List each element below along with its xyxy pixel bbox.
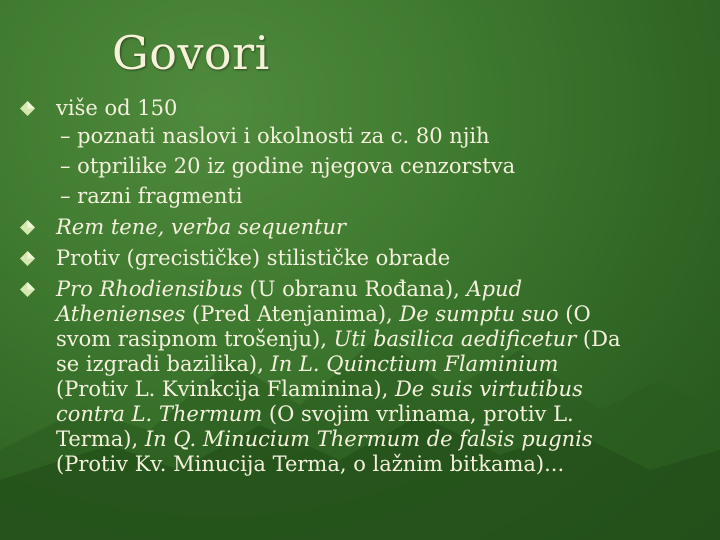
sub-list (20, 121, 700, 211)
speech-title: In L. Quinctium Flaminium (270, 352, 559, 376)
text-line (56, 377, 700, 402)
text-line (56, 352, 700, 377)
bullet-item (20, 277, 700, 477)
translation: svom rasipnom trošenju), (56, 327, 334, 351)
translation: Terma), (56, 427, 145, 451)
text-line (56, 452, 700, 477)
speech-title: contra L. Thermum (56, 402, 263, 426)
speech-title: De suis virtutibus (394, 377, 583, 401)
text-line (56, 402, 700, 427)
text-line (56, 327, 700, 352)
translation: (Protiv L. Kvinkcija Flaminina), (56, 377, 395, 401)
speech-title: Pro Rhodiensibus (56, 277, 243, 301)
diamond-bullet-icon (20, 220, 35, 235)
bullet-item (20, 246, 700, 271)
speech-title: In Q. Minucium Thermum de falsis pugnis (144, 427, 593, 451)
bullet-item (20, 215, 700, 240)
translation: (O (558, 302, 591, 326)
sub-item: – razni fragmenti (60, 184, 243, 208)
bullet-text: više od 150 (56, 96, 178, 120)
diamond-bullet-icon (20, 282, 35, 297)
translation: (Protiv Kv. Minucija Terma, o lažnim bitkama)... (56, 452, 565, 476)
translation: (O svojim vrlinama, protiv L. (262, 402, 574, 426)
bullet-item (20, 96, 700, 121)
bullet-text: Rem tene, verba sequentur (56, 215, 347, 239)
text-line (56, 277, 700, 302)
sub-item: – poznati naslovi i okolnosti za c. 80 njih (60, 124, 490, 148)
text-line (56, 302, 700, 327)
text-line (56, 427, 700, 452)
slide-content (20, 96, 700, 477)
bullet-text (56, 277, 700, 477)
diamond-bullet-icon (20, 251, 35, 266)
speech-title: De sumptu suo (399, 302, 559, 326)
slide-title: Govori (112, 26, 270, 80)
speech-title: Apud (466, 277, 523, 301)
speech-title: Uti basilica aedificetur (333, 327, 577, 351)
bullet-text: Protiv (grecističke) stilističke obrade (56, 246, 451, 270)
translation: (U obranu Rođana), (242, 277, 467, 301)
translation: se izgradi bazilika), (56, 352, 271, 376)
speech-title: Athenienses (56, 302, 186, 326)
translation: (Da (576, 327, 621, 351)
diamond-bullet-icon (20, 101, 35, 116)
translation: (Pred Atenjanima), (185, 302, 400, 326)
sub-item: – otprilike 20 iz godine njegova cenzorstva (60, 154, 516, 178)
